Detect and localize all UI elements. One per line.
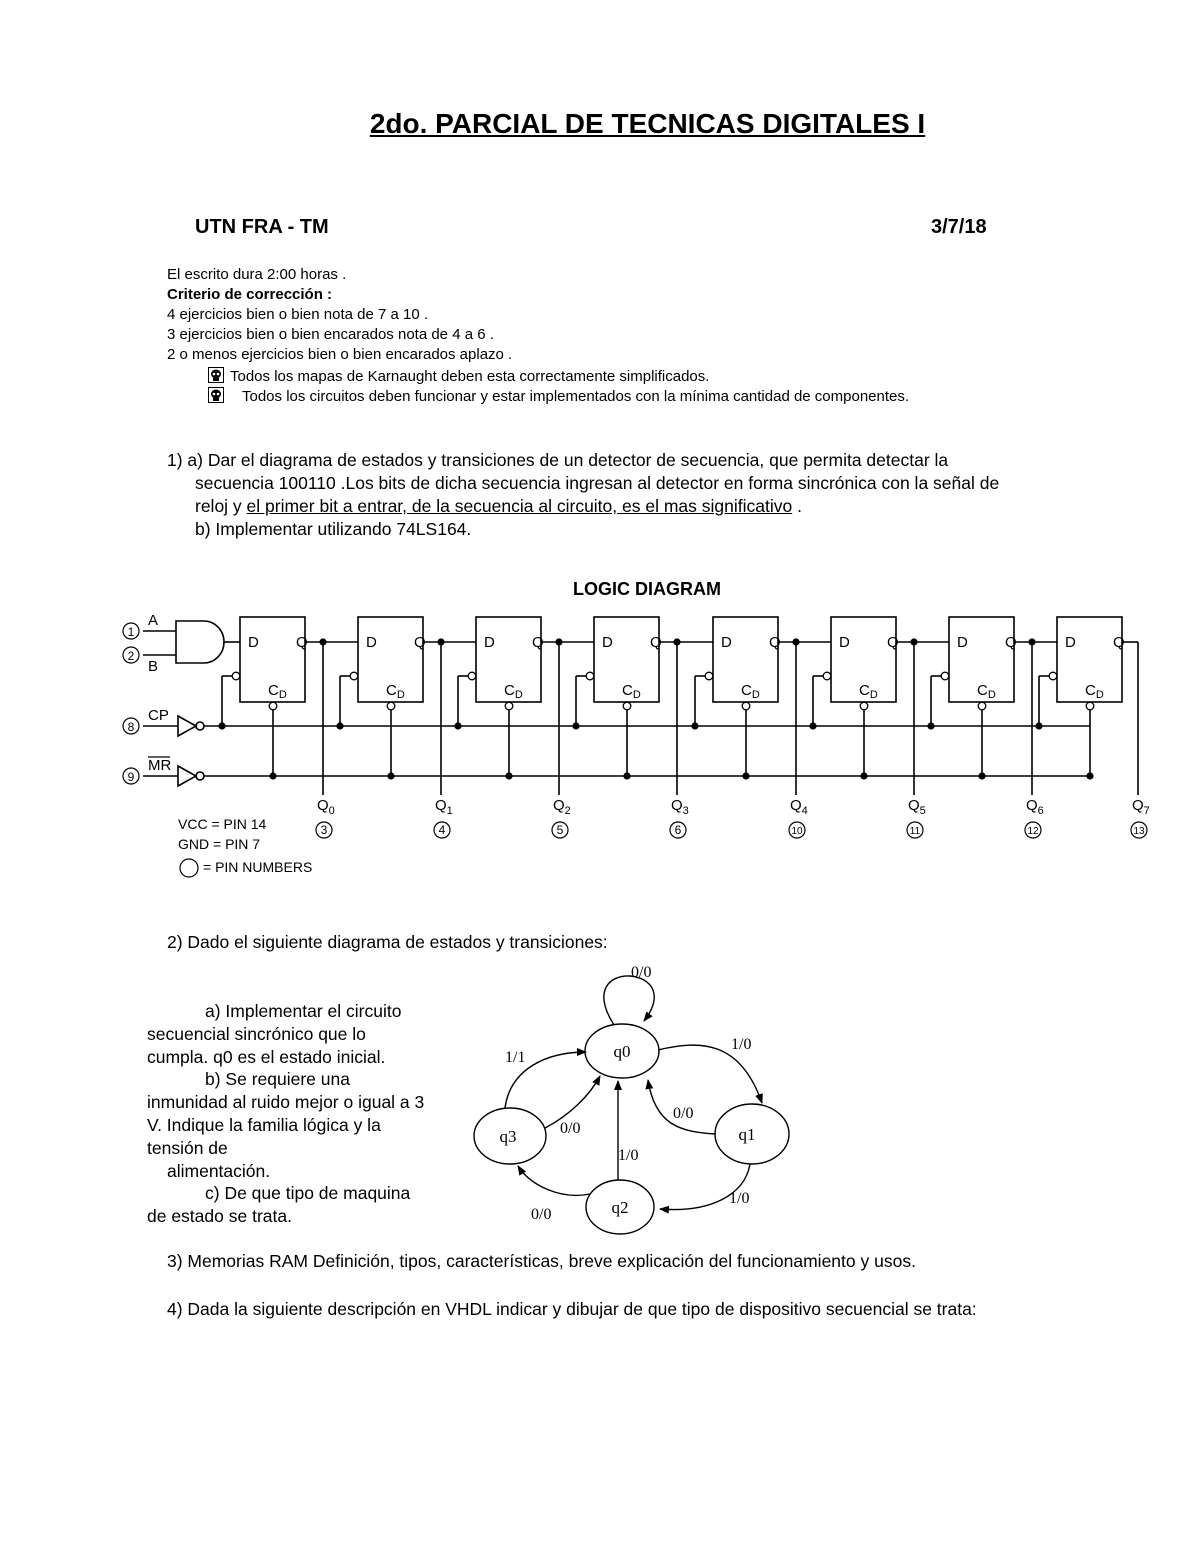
output-pin-number: 3 [320, 823, 328, 837]
output-pin-number: 5 [556, 823, 564, 837]
cd-bubble [1086, 702, 1094, 710]
and-gate [176, 621, 224, 663]
output-label: $Q_2$ [553, 797, 571, 817]
transition-label: 0/0 [631, 964, 652, 981]
input-label: A [148, 612, 159, 629]
state-label: q3 [499, 1127, 517, 1146]
cp-inverter [178, 716, 196, 736]
legend-pins: = PIN NUMBERS [203, 859, 313, 875]
state-label: q2 [611, 1198, 629, 1217]
svg-text:1: 1 [127, 625, 135, 639]
institution: UTN FRA - TM [195, 216, 329, 238]
exam-date: 3/7/18 [931, 216, 987, 238]
q4-text: 4) Dada la siguiente descripción en VHDL indicar y dibujar de que tipo de dispositivo secuencial se trata: [167, 1299, 977, 1319]
ff-q-label: Q [414, 634, 426, 651]
input-b [123, 647, 158, 675]
output-label: $Q_1$ [435, 797, 453, 817]
transition-q0-q1 [658, 1045, 762, 1103]
ff-q-label: Q [532, 634, 544, 651]
junction-dot [218, 722, 225, 729]
input-label: B [148, 658, 159, 675]
ff-q-label: Q [296, 634, 308, 651]
cd-bubble [269, 702, 277, 710]
junction-dot [1086, 772, 1093, 779]
ff-d-label: D [602, 634, 613, 651]
q1-line: 1) a) Dar el diagrama de estados y transiciones de un detector de secuencia, que permita detectar la [167, 450, 949, 470]
q1-line: b) Implementar utilizando 74LS164. [195, 519, 472, 539]
note-text: Todos los mapas de Karnaught deben esta correctamente simplificados. [230, 368, 710, 385]
q3-text: 3) Memorias RAM Definición, tipos, características, breve explicación del funcionamiento y usos. [167, 1251, 916, 1271]
cd-bubble [860, 702, 868, 710]
svg-text:2: 2 [127, 649, 135, 663]
output-pin-number: 6 [674, 823, 682, 837]
junction-dot [809, 722, 816, 729]
pin-circle-icon [180, 859, 198, 877]
output-pin-number: 12 [1027, 826, 1039, 837]
cd-bubble [387, 702, 395, 710]
transition-label: 0/0 [531, 1206, 552, 1223]
output-label: $Q_5$ [908, 797, 926, 817]
transition-label: 0/0 [560, 1120, 581, 1137]
q2-intro: 2) Dado el siguiente diagrama de estados y transiciones: [167, 932, 608, 952]
ff-cd-label: $C_D$ [1085, 682, 1104, 701]
junction-dot [387, 772, 394, 779]
ff-cd-label: $C_D$ [622, 682, 641, 701]
ff-d-label: D [366, 634, 377, 651]
output-pin-number: 13 [1133, 826, 1145, 837]
transition-label: 1/0 [618, 1147, 639, 1164]
ff-cd-label: $C_D$ [741, 682, 760, 701]
input-cp [123, 707, 169, 734]
ff-q-label: Q [1005, 634, 1017, 651]
junction-dot [860, 772, 867, 779]
cd-bubble [505, 702, 513, 710]
output-pin-number: 10 [791, 826, 803, 837]
state-diagram [460, 955, 800, 1245]
junction-dot [742, 772, 749, 779]
ff-q-label: Q [887, 634, 899, 651]
skull-icon [208, 387, 224, 403]
clock-bubble [823, 672, 831, 680]
junction-dot [927, 722, 934, 729]
ff-cd-label: $C_D$ [386, 682, 405, 701]
cd-bubble [742, 702, 750, 710]
ff-d-label: D [248, 634, 259, 651]
note-text: Todos los circuitos deben funcionar y estar implementados con la mínima cantidad de componentes. [242, 388, 910, 405]
ff-cd-label: $C_D$ [977, 682, 996, 701]
junction-dot [572, 722, 579, 729]
clock-bubble [941, 672, 949, 680]
junction-dot [269, 772, 276, 779]
intro-block [167, 265, 512, 365]
criteria-item: 2 o menos ejercicios bien o bien encarados aplazo . [167, 346, 513, 363]
ff-q-label: Q [1113, 634, 1125, 651]
transition-q2-q3 [518, 1166, 590, 1195]
ff-d-label: D [484, 634, 495, 651]
junction-dot [978, 772, 985, 779]
svg-text:9: 9 [127, 770, 135, 784]
transition-label: 1/1 [505, 1049, 526, 1066]
clock-bubble [705, 672, 713, 680]
note-item [208, 367, 709, 387]
ff-cd-label: $C_D$ [859, 682, 878, 701]
criteria-item: 3 ejercicios bien o bien encarados nota de 4 a 6 . [167, 326, 494, 343]
skull-icon [208, 367, 224, 383]
svg-text:8: 8 [127, 720, 135, 734]
state-label: q1 [738, 1125, 756, 1144]
q1-line: reloj y el primer bit a entrar, de la secuencia al circuito, es el mas significativo . [195, 496, 802, 516]
duration-text: El escrito dura 2:00 horas . [167, 266, 347, 283]
output-pin-number: 11 [909, 826, 921, 837]
ff-d-label: D [839, 634, 850, 651]
output-label: $Q_4$ [790, 797, 808, 817]
ff-cd-label: $C_D$ [268, 682, 287, 701]
q1-underlined: el primer bit a entrar, de la secuencia al circuito, es el mas significativo [246, 496, 793, 516]
clock-bubble [350, 672, 358, 680]
output-pin-number: 4 [438, 823, 446, 837]
logic-diagram-title: LOGIC DIAGRAM [573, 579, 721, 599]
ff-d-label: D [1065, 634, 1076, 651]
criteria-item: 4 ejercicios bien o bien nota de 7 a 10 . [167, 306, 429, 323]
junction-dot [505, 772, 512, 779]
output-label: $Q_6$ [1026, 797, 1044, 817]
clock-bubble [586, 672, 594, 680]
q2-text: a) Implementar el circuito secuencial sincrónico que lo cumpla. q0 es el estado inicial. b) Se requiere una inmunidad al ruido mejor o igual a 3 V. Indique la familia lógica y la tensión de alimentación. c) De que tipo de maquina de estado se trata. [147, 1001, 425, 1227]
transition-label: 0/0 [673, 1105, 694, 1122]
input-label: MR [148, 757, 172, 774]
note-item [208, 387, 909, 407]
state-label: q0 [613, 1042, 631, 1061]
cd-bubble [623, 702, 631, 710]
cd-bubble [978, 702, 986, 710]
ff-q-label: Q [769, 634, 781, 651]
clock-bubble [468, 672, 476, 680]
mr-inverter [178, 766, 196, 786]
transition-q0-q0 [604, 976, 654, 1025]
ff-d-label: D [721, 634, 732, 651]
output-label: $Q_3$ [671, 797, 689, 817]
page-title: 2do. PARCIAL DE TECNICAS DIGITALES I [369, 108, 926, 139]
legend-gnd: GND = PIN 7 [178, 836, 261, 852]
legend-vcc: VCC = PIN 14 [178, 816, 267, 832]
clock-bubble [1049, 672, 1057, 680]
input-mr [123, 757, 171, 784]
junction-dot [691, 722, 698, 729]
logic-diagram [0, 560, 1200, 890]
ff-d-label: D [957, 634, 968, 651]
transition-label: 1/0 [729, 1190, 750, 1207]
clock-bubble [232, 672, 240, 680]
junction-dot [623, 772, 630, 779]
input-a [123, 612, 158, 639]
input-label: CP [148, 707, 169, 724]
junction-dot [454, 722, 461, 729]
junction-dot [336, 722, 343, 729]
junction-dot [1035, 722, 1042, 729]
ff-cd-label: $C_D$ [504, 682, 523, 701]
transition-label: 1/0 [731, 1036, 752, 1053]
output-label: $Q_7$ [1132, 797, 1150, 817]
q1-line: secuencia 100110 .Los bits de dicha secuencia ingresan al detector en forma sincrónica con la señal de [195, 473, 1000, 493]
ff-q-label: Q [650, 634, 662, 651]
output-label: $Q_0$ [317, 797, 335, 817]
criteria-label: Criterio de corrección : [167, 286, 333, 303]
